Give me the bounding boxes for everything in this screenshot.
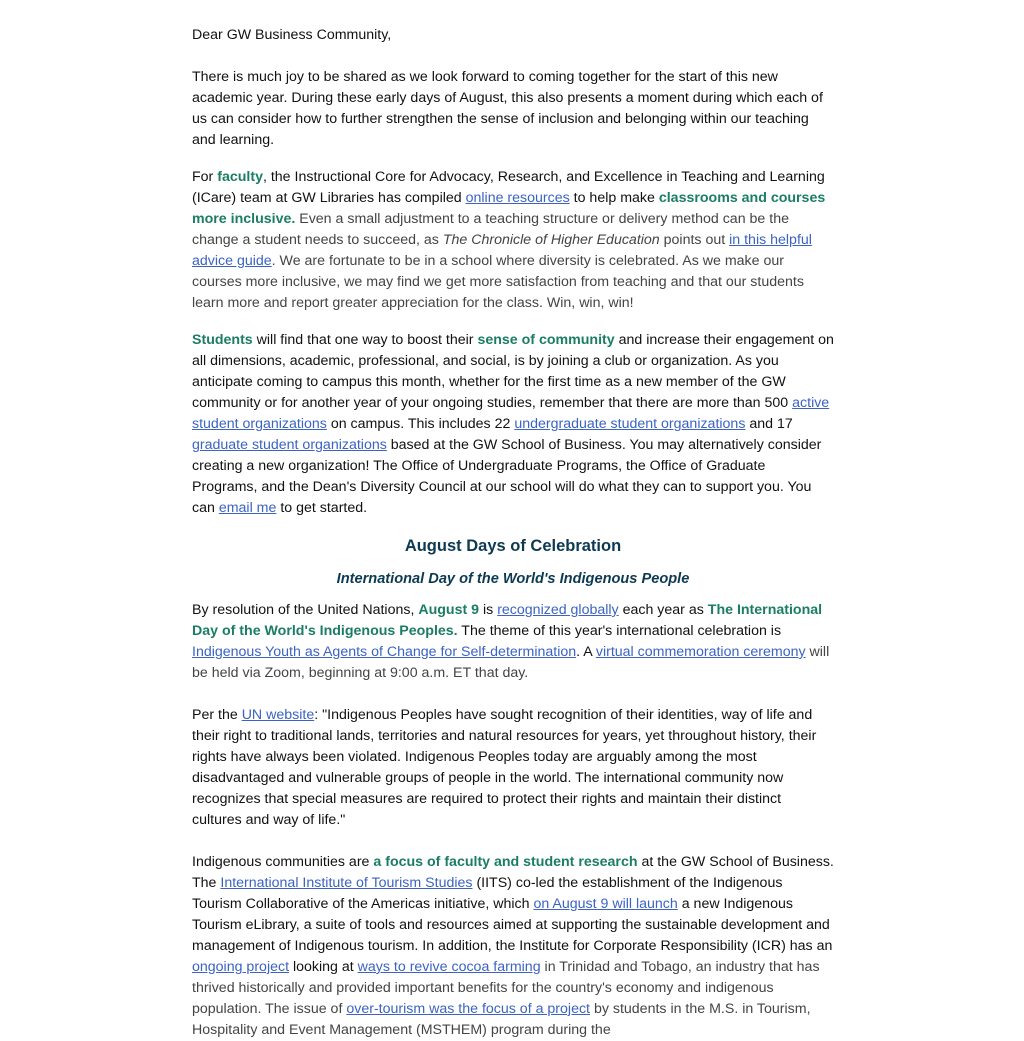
section-heading: August Days of Celebration <box>404 537 622 555</box>
undergrad-student-orgs-link[interactable]: undergraduate student organizations <box>514 416 746 432</box>
ongoing-project-link[interactable]: ongoing project <box>192 959 290 975</box>
iits-link[interactable]: International Institute of Tourism Studies <box>220 875 473 891</box>
text: to get started. <box>276 500 368 516</box>
highlight-faculty: faculty <box>217 169 263 185</box>
highlight-sense-of-community: sense of community <box>477 332 615 348</box>
text: will be held via Zoom, beginning at 9:00 a.m. ET that day. <box>192 644 830 681</box>
virtual-ceremony-link[interactable]: virtual commemoration ceremony <box>595 644 806 660</box>
email-me-link[interactable]: email me <box>218 500 277 516</box>
text: will find that one way to boost their <box>252 332 478 348</box>
text: looking at <box>289 959 358 975</box>
text: a new Indigenous Tourism eLibrary, a suite of tools and resources aimed at supporting the sustainable development and management of Indigenous tourism. In addition, the Institute for Corporate Responsibility (ICR) has an <box>192 896 833 954</box>
text: . We are fortunate to be in a school where diversity is celebrated. As we make our courses more inclusive, we may find we get more satisfaction from teaching and that our students learn more and report greater appreciation for the class. Win, win, win! <box>192 253 804 311</box>
active-student-orgs-link[interactable]: active student organizations <box>192 395 830 432</box>
text: on campus. This includes 22 <box>326 416 515 432</box>
text: by students in the M.S. in Tourism, Hospitality and Event Management (MSTHEM) program during the <box>192 1001 811 1038</box>
text: , the Instructional Core for Advocacy, Research, and Excellence in Teaching and Learning (ICare) team at GW Libraries has compiled <box>192 169 825 206</box>
greeting: Dear GW Business Community, <box>192 27 392 43</box>
text: Indigenous communities are <box>192 854 374 870</box>
publication-title: The Chronicle of Higher Education <box>442 232 660 248</box>
section-subheading: International Day of the World's Indigenous People <box>336 571 690 587</box>
online-resources-link[interactable]: online resources <box>465 190 570 206</box>
un-website-link[interactable]: UN website <box>241 707 315 723</box>
letter-body <box>192 25 834 1041</box>
text: points out <box>659 232 730 248</box>
august-9-launch-link[interactable]: on August 9 will launch <box>533 896 678 912</box>
text: and increase their engagement on all dimensions, academic, professional, and social, is by joining a club or organization. As you anticipate coming to campus this month, whether for the first time as a new member of the GW community or for another year of your ongoing studies, remember that there are more than 500 <box>192 332 834 411</box>
spacer <box>192 684 834 705</box>
highlight-research-focus: a focus of faculty and student research <box>373 854 638 870</box>
text: at the GW School of Business. The <box>192 854 834 891</box>
highlight-students: Students <box>192 332 253 348</box>
faculty-paragraph <box>192 167 834 314</box>
theme-link[interactable]: Indigenous Youth as Agents of Change for Self-determination <box>192 644 577 660</box>
text: By resolution of the United Nations, <box>192 602 419 618</box>
research-paragraph <box>192 852 834 1041</box>
text: is <box>479 602 498 618</box>
text: Even a small adjustment to a teaching structure or delivery method can be the change a student needs to succeed, as <box>192 211 789 248</box>
un-quote-paragraph <box>192 705 834 831</box>
advice-guide-link[interactable]: in this helpful advice guide <box>192 232 812 269</box>
text: For <box>192 169 218 185</box>
over-tourism-project-link[interactable]: over-tourism was the focus of a project <box>346 1001 590 1017</box>
highlight-august-9: August 9 <box>418 602 480 618</box>
spacer <box>192 831 834 852</box>
text: Per the <box>192 707 242 723</box>
text: to help make <box>569 190 659 206</box>
students-paragraph <box>192 330 834 519</box>
highlight-international-day: The International Day of the World's Indigenous Peoples. <box>192 602 823 639</box>
text: : "Indigenous Peoples have sought recognition of their identities, way of life and their right to traditional lands, territories and natural resources for years, yet throughout history, their rights have always been violated. Indigenous Peoples today are arguably among the most disadvantaged and vulnerable groups of people in the world. The international community now recognizes that special measures are required to protect their rights and maintain their distinct cultures and way of life." <box>192 707 817 828</box>
text: in Trinidad and Tobago, an industry that has thrived historically and provided important benefits for the country's economy and indigenous population. The issue of <box>192 959 820 1017</box>
intro-paragraph: There is much joy to be shared as we look forward to coming together for the start of this new academic year. During these early days of August, this also presents a moment during which each of us can consider how to further strengthen the sense of inclusion and belonging within our teaching and learning. <box>192 69 823 148</box>
text: (IITS) co-led the establishment of the Indigenous Tourism Collaborative of the Americas initiative, which <box>192 875 783 912</box>
text: . A <box>576 644 596 660</box>
un-resolution-paragraph <box>192 600 834 684</box>
grad-student-orgs-link[interactable]: graduate student organizations <box>192 437 387 453</box>
cocoa-farming-link[interactable]: ways to revive cocoa farming <box>357 959 541 975</box>
text: based at the GW School of Business. You may alternatively consider creating a new organization! The Office of Undergraduate Programs, the Office of Graduate Programs, and the Dean's Diversity Council at our school will do what they can to support you. You can <box>192 437 822 516</box>
recognized-globally-link[interactable]: recognized globally <box>497 602 619 618</box>
text: and 17 <box>745 416 793 432</box>
highlight-inclusive-classrooms: classrooms and courses more inclusive. <box>192 190 826 227</box>
text: The theme of this year's international celebration is <box>457 623 782 639</box>
text: each year as <box>618 602 708 618</box>
spacer <box>192 46 834 67</box>
